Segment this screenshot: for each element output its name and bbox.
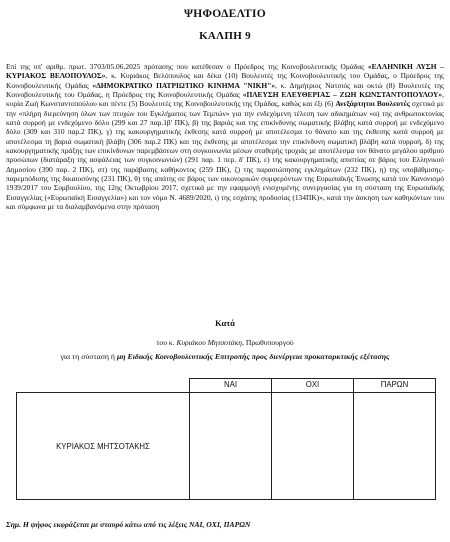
purpose-prefix: για τη σύσταση ή [60, 352, 117, 361]
committee-purpose [0, 352, 450, 361]
against-heading: Κατά [215, 318, 235, 328]
independent-mps: Ανεξάρτητοι Βουλευτές [335, 99, 410, 109]
proposal-text-part: Επί της υπ' αριθμ. πρωτ. 3703/05.06.2025 πρότασης που κατέθεσαν ο Πρόεδρος της Κοινοβουλευτικής Ομάδας [6, 62, 368, 71]
vote-table [16, 378, 436, 500]
purpose-text: μη Ειδικής Κοινοβουλευτικής Επιτροπής προς διενέργεια προκαταρκτικής εξέτασης [116, 352, 390, 361]
proposal-text [6, 62, 444, 212]
vote-table-row [17, 393, 436, 500]
vote-column-no: ΟΧΙ [272, 379, 354, 393]
vote-box-no[interactable] [272, 393, 354, 500]
proposal-text-part: , κ. Δημήτριος Νατσιός και οκτώ (8) Βουλευτές της Κοινοβουλευτικής του Ομάδας, η Πρόεδρος της Κοινοβουλευτικής Ομάδας [6, 80, 444, 100]
vote-column-present: ΠΑΡΩΝ [354, 379, 436, 393]
vote-table-corner [17, 379, 190, 393]
ballot-box-number: ΚΑΛΠΗ 9 [199, 30, 251, 42]
ballot-title: ΨΗΦΟΔΕΛΤΙΟ [183, 8, 267, 20]
vote-box-present[interactable] [354, 393, 436, 500]
voting-instruction-note: Σημ. Η ψήφος εκφράζεται με σταυρό κάτω από τις λέξεις ΝΑΙ, ΟΧΙ, ΠΑΡΩΝ [6, 520, 251, 529]
against-prefix: του κ. [156, 338, 177, 347]
against-person-role: , Πρωθυπουργού [242, 338, 294, 347]
proposal-text-part: σχετικά με την «πλήρη διερεύνηση όλων των πτυχών του Εγκλήματος των Τεμπών» για την ενδεχόμενη τέλεση των αδικημάτων «α) της ανθρωποκτονίας κατά συρροή με ενδεχόμενο δόλο (299 και 27 παρ.1β' ΠΚ), β) της βαριάς και της επικίνδυνης σωματικής βλάβης κατά συρροή με ενδεχόμενο δόλο (309 και 310 παρ.2 ΠΚ), γ) της κακουργηματικής έκθεσης κατά συρροή με αποτέλεσμα το θάνατο και της έκθεσης κατά συρροή με αποτέλεσμα τη βαριά σωματική βλάβη (306 παρ.2 ΠΚ) και της έκθεσης με αποτέλεσμα την επικίνδυνη σωματική βλάβη κατά συρροή, δ) της κακουργηματικής πράξης των επικίνδυνων παρεμβάσεων στη συγκοινωνία μέσων σταθερής τροχιάς με αποτέλεσμα τον θάνατο μεγάλου αριθμού προσώπων (διατάραξη της ασφάλειας των συγκοινωνιών) (291 παρ. 1 περ. δ' ΠΚ), ε) της κακουργηματικής απιστίας σε βάρος του Ελληνικού Δημοσίου (390 παρ. 2 ΠΚ), στ) της παράβασης καθήκοντος (259 ΠΚ), ζ) της παρασιώπησης εγκλημάτων (232 ΠΚ), η) της υποβάθμισης- παρεμπόδισης της δικαιοσύνης (231 ΠΚ), θ) της απάτης σε βάρος των οικονομικών συμφερόντων της Ευρωπαϊκής Ένωσης κατά τον Κανονισμό 1939/2017 του Συμβουλίου, της 12ης Οκτωβρίου 2017, σχετικά με την εφαρμογή ενισχυμένης συνεργασίας για τη σύσταση της Ευρωπαϊκής Εισαγγελίας («Ευρωπαϊκή Εισαγγελία») και τον νόμο Ν. 4689/2020, ι) της εσχάτης προδοσίας (134ΠΚ)», κατά την άσκηση των καθηκόντων του και σύμφωνα με τα διαλαμβανόμενα στην πρόταση [6, 99, 444, 212]
against-person-line [0, 338, 450, 347]
vote-column-yes: ΝΑΙ [190, 379, 272, 393]
party-name-plefsi-eleftherias: «ΠΛΕΥΣΗ ΕΛΕΥΘΕΡΙΑΣ – ΖΩΗ ΚΩΝΣΤΑΝΤΟΠΟΥΛΟΥ» [242, 90, 443, 100]
proposal-text-part: , κυρία Ζωή Κωνσταντοπούλου και πέντε (5) Βουλευτές της Κοινοβουλευτικής της Ομάδας, καθώς και έξι (6) [6, 90, 445, 109]
party-name-niki: «ΔΗΜΟΚΡΑΤΙΚΟ ΠΑΤΡΙΩΤΙΚΟ ΚΙΝΗΜΑ "ΝΙΚΗ"» [92, 80, 276, 90]
proposal-text-part: , κ. Κυριάκος Βελόπουλος και δέκα (10) Βουλευτές της Κοινοβουλευτικής του Ομάδας, ο Πρόεδρος της Κοινοβουλευτικής Ομάδας [6, 71, 444, 90]
party-name-elliniki-lysi: «ΕΛΛΗΝΙΚΗ ΛΥΣΗ – ΚΥΡΙΑΚΟΣ ΒΕΛΟΠΟΥΛΟΣ» [6, 62, 444, 81]
vote-table-header-row [17, 379, 436, 393]
vote-box-yes[interactable] [190, 393, 272, 500]
against-person-name: Κυριάκου Μητσοτάκη [176, 338, 243, 347]
vote-row-name: ΚΥΡΙΑΚΟΣ ΜΗΤΣΟΤΑΚΗΣ [17, 393, 190, 500]
